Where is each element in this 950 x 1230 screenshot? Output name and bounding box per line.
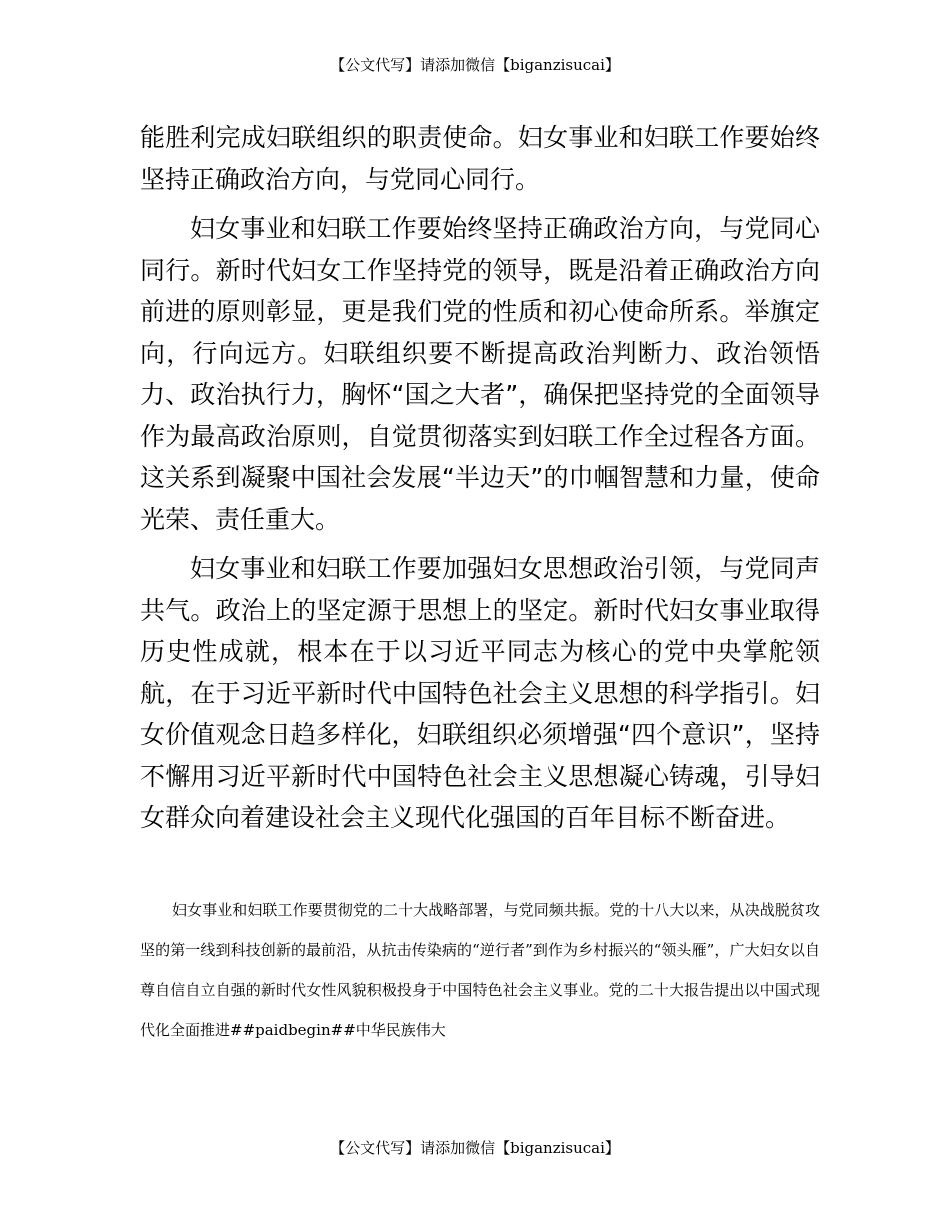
article-body-large [140, 117, 820, 847]
paragraph-strategic-deployment: 妇女事业和妇联工作要贯彻党的二十大战略部署，与党同频共振。党的十八大以来，从决战脱贫攻坚的第一线到科技创新的最前沿，从抗击传染病的“逆行者”到作为乡村振兴的“领头雁”，广大妇女以自尊自信自立自强的新时代女性风貌积极投身于中国特色社会主义事业。党的二十大报告提出以中国式现代化全面推进##paidbegin##中华民族伟大 [140, 901, 820, 1039]
paragraph-political-direction: 妇女事业和妇联工作要始终坚持正确政治方向，与党同心同行。新时代妇女工作坚持党的领导，既是沿着正确政治方向前进的原则彰显，更是我们党的性质和初心使命所系。举旗定向，行向远方。妇联组织要不断提高政治判断力、政治领悟力、政治执行力，胸怀“国之大者”，确保把坚持党的全面领导作为最高政治原则，自觉贯彻落实到妇联工作全过程各方面。这关系到凝聚中国社会发展“半边天”的巾帼智慧和力量，使命光荣、责任重大。 [140, 214, 820, 534]
article-body-small [140, 890, 820, 1050]
paragraph-continuation: 能胜利完成妇联组织的职责使命。妇女事业和妇联工作要始终坚持正确政治方向，与党同心同行。 [140, 123, 820, 194]
paragraph-ideological-guidance: 妇女事业和妇联工作要加强妇女思想政治引领，与党同声共气。政治上的坚定源于思想上的坚定。新时代妇女事业取得历史性成就，根本在于以习近平同志为核心的党中央掌舵领航，在于习近平新时代中国特色社会主义思想的科学指引。妇女价值观念日趋多样化，妇联组织必须增强“四个意识”，坚持不懈用习近平新时代中国特色社会主义思想凝心铸魂，引导妇女群众向着建设社会主义现代化强国的百年目标不断奋进。 [140, 554, 820, 832]
page-footer: 【公文代写】请添加微信【biganzisucai】 [330, 1139, 620, 1157]
page-header: 【公文代写】请添加微信【biganzisucai】 [330, 56, 620, 74]
